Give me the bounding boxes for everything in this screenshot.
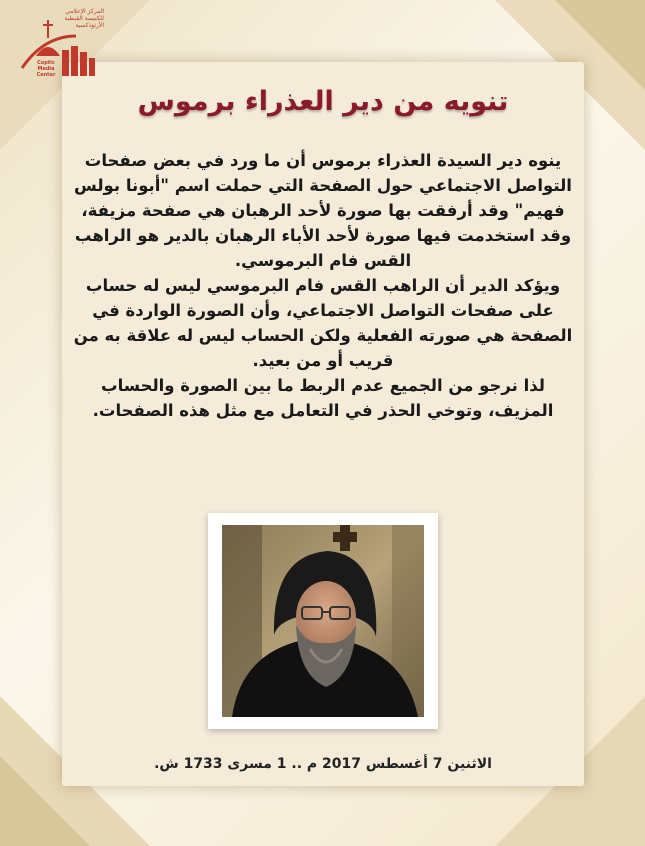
monk-photo — [222, 525, 424, 717]
logo-english-name: Coptic Media Center — [36, 60, 56, 78]
logo-arabic-name: المركز الإعلامي للكنيسة القبطية الأرثوذكسية — [64, 8, 104, 29]
coptic-media-center-logo — [14, 6, 104, 84]
monk-photo-frame — [208, 513, 438, 729]
date-line: الاثنين 7 أغسطس 2017 م .. 1 مسرى 1733 ش. — [154, 756, 492, 772]
page-title: تنويه من دير العذراء برموس — [137, 86, 509, 117]
paragraph: ينوه دير السيدة العذراء برموس أن ما ورد في بعض صفحات التواصل الاجتماعي حول الصفحة التي حملت اسم "أبونا بولس فهيم" وقد أرفقت بها صورة لأحد الرهبان هي صفحة مزيفة، وقد استخدمت فيها صورة لأحد الأباء الرهبان بالدير هو الراهب القس فام البرموسي. — [74, 151, 572, 270]
paragraph: لذا نرجو من الجميع عدم الربط ما بين الصورة والحساب المزيف، وتوخي الحذر في التعامل مع مثل هذه الصفحات. — [92, 376, 554, 420]
paragraph: ويؤكد الدير أن الراهب القس فام البرموسي ليس له حساب على صفحات التواصل الاجتماعي، وأن الصورة الواردة في الصفحة هي صورته الفعلية ولكن الحساب ليس له علاقة به من قريب أو من بعيد. — [73, 276, 573, 370]
notice-body — [70, 148, 576, 423]
